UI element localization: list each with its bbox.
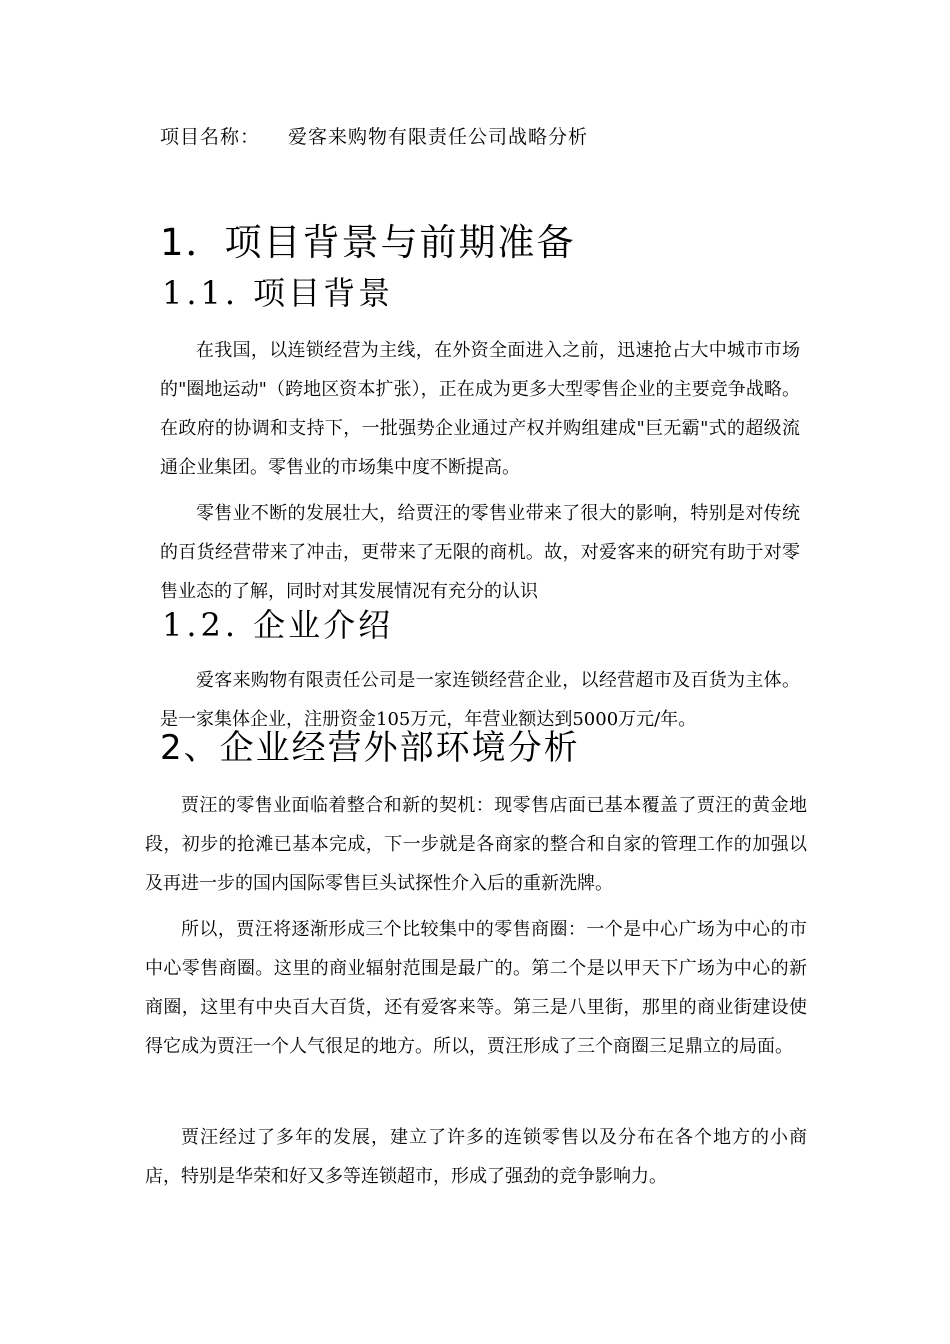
paragraph: 所以，贾汪将逐渐形成三个比较集中的零售商圈：一个是中心广场为中心的市中心零售商圈。这里的商业辐射范围是最广的。第二个是以甲天下广场为中心的新商圈，这里有中央百大百货，还有爱客来等。第三是八里街，那里的商业街建设使得它成为贾汪一个人气很足的地方。所以，贾汪形成了三个商圈三足鼎立的局面。: [145, 919, 807, 1057]
subsection-1-2-heading: [162, 600, 393, 646]
subsection-1-1-heading: [162, 268, 393, 314]
subsection-1-1-title: 项目背景: [253, 274, 394, 312]
paragraph: 贾汪的零售业面临着整合和新的契机：现零售店面已基本覆盖了贾汪的黄金地段，初步的抢滩已基本完成，下一步就是各商家的整合和自家的管理工作的加强以及再进一步的国内国际零售巨头试探性介入后的重新洗牌。: [145, 795, 807, 894]
subsection-1-2-title: 企业介绍: [253, 606, 394, 644]
section-1-heading: 1．项目背景与前期准备: [160, 221, 576, 264]
subsection-1-2-number: 1.2.: [162, 606, 240, 644]
paragraph: 零售业不断的发展壮大，给贾汪的零售业带来了很大的影响，特别是对传统的百货经营带来了冲击，更带来了无限的商机。故，对爱客来的研究有助于对零售业态的了解，同时对其发展情况有充分的认识: [160, 503, 800, 602]
project-name-line: [160, 122, 588, 149]
project-name-label: 项目名称：: [160, 126, 261, 148]
section-2-heading: 2、企业经营外部环境分析: [160, 728, 580, 768]
paragraph: 在我国，以连锁经营为主线，在外资全面进入之前，迅速抢占大中城市市场的"圈地运动"（跨地区资本扩张），正在成为更多大型零售企业的主要竞争战略。在政府的协调和支持下，一批强势企业通过产权并购组建成"巨无霸"式的超级流通企业集团。零售业的市场集中度不断提高。: [160, 340, 800, 478]
paragraph: 爱客来购物有限责任公司是一家连锁经营企业，以经营超市及百货为主体。是一家集体企业，注册资金105万元，年营业额达到5000万元/年。: [160, 670, 800, 730]
paragraph: 贾汪经过了多年的发展，建立了许多的连锁零售以及分布在各个地方的小商店，特别是华荣和好又多等连锁超市，形成了强劲的竞争影响力。: [145, 1127, 807, 1187]
project-name-value: 爱客来购物有限责任公司战略分析: [288, 126, 589, 148]
subsection-1-1-number: 1.1.: [162, 274, 240, 312]
